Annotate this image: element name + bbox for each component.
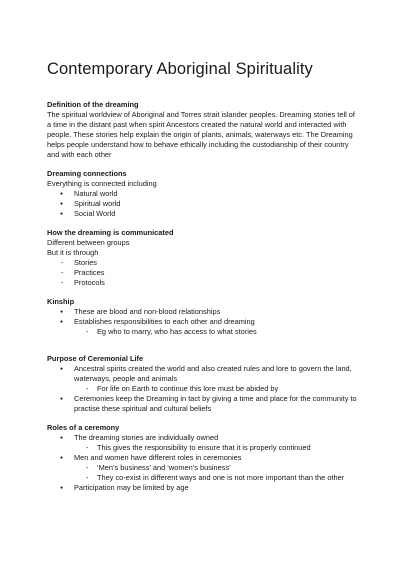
- section-communicated: [47, 228, 360, 288]
- list-item: ● Participation may be limited by age: [47, 483, 360, 493]
- section-heading: Definition of the dreaming: [47, 100, 139, 109]
- section-roles: [47, 423, 360, 493]
- list-item: ● Ancestral spirits created the world and also created rules and lore to govern the land, waterways, people and animals: [47, 364, 360, 384]
- sub-list-item: - ‘Men’s business’ and ‘women’s business’: [47, 463, 360, 473]
- section-heading: Roles of a ceremony: [47, 423, 120, 432]
- list-item: ● The dreaming stories are individually owned: [47, 433, 360, 443]
- list-item: ● Establishes responsibilities to each other and dreaming: [47, 317, 360, 327]
- section-ceremonial: [47, 354, 360, 414]
- section-line: But it is through: [47, 248, 99, 257]
- section-text: The spiritual worldview of Aboriginal and Torres strait islander peoples. Dreaming stories tell of a time in the distant past when spirit Ancestors created the natural world and interacted with people. These stories help explain the origin of plants, animals, waterways etc. The Dreaming helps people understand how to behave ethically including the custodianship of their country and with each other: [47, 110, 355, 159]
- section-intro: Everything is connected including: [47, 179, 157, 188]
- list-item: ● These are blood and non-blood relationships: [47, 307, 360, 317]
- section-kinship: [47, 297, 360, 337]
- list-item: ● Social World: [47, 209, 360, 219]
- list-item: ● Ceremonies keep the Dreaming in tact by giving a time and place for the community to practise these spiritual and cultural beliefs: [47, 394, 360, 414]
- section-definition: [47, 100, 360, 160]
- page-title: Contemporary Aboriginal Spirituality: [47, 60, 313, 78]
- section-heading: Kinship: [47, 297, 75, 306]
- section-connections: [47, 169, 360, 219]
- dash-list: [47, 258, 360, 288]
- bullet-list: [47, 433, 360, 493]
- section-heading: Purpose of Ceremonial Life: [47, 354, 144, 363]
- list-item: ● Men and women have different roles in ceremonies: [47, 453, 360, 463]
- list-item: ● Spiritual world: [47, 199, 360, 209]
- sub-list-item: - For life on Earth to continue this lore must be abided by: [47, 384, 360, 394]
- section-heading: Dreaming connections: [47, 169, 127, 178]
- sub-list-item: - This gives the responsibility to ensure that it is properly continued: [47, 443, 360, 453]
- bullet-list: [47, 364, 360, 414]
- list-item: - Protocols: [47, 278, 360, 288]
- sub-list-item: - They co-exist in different ways and one is not more important than the other: [47, 473, 360, 483]
- list-item: - Stories: [47, 258, 360, 268]
- bullet-list: [47, 307, 360, 337]
- list-item: - Practices: [47, 268, 360, 278]
- bullet-list: [47, 189, 360, 219]
- sub-list-item: - Eg who to marry, who has access to what stories: [47, 327, 360, 337]
- section-heading: How the dreaming is communicated: [47, 228, 174, 237]
- section-line: Different between groups: [47, 238, 130, 247]
- list-item: ● Natural world: [47, 189, 360, 199]
